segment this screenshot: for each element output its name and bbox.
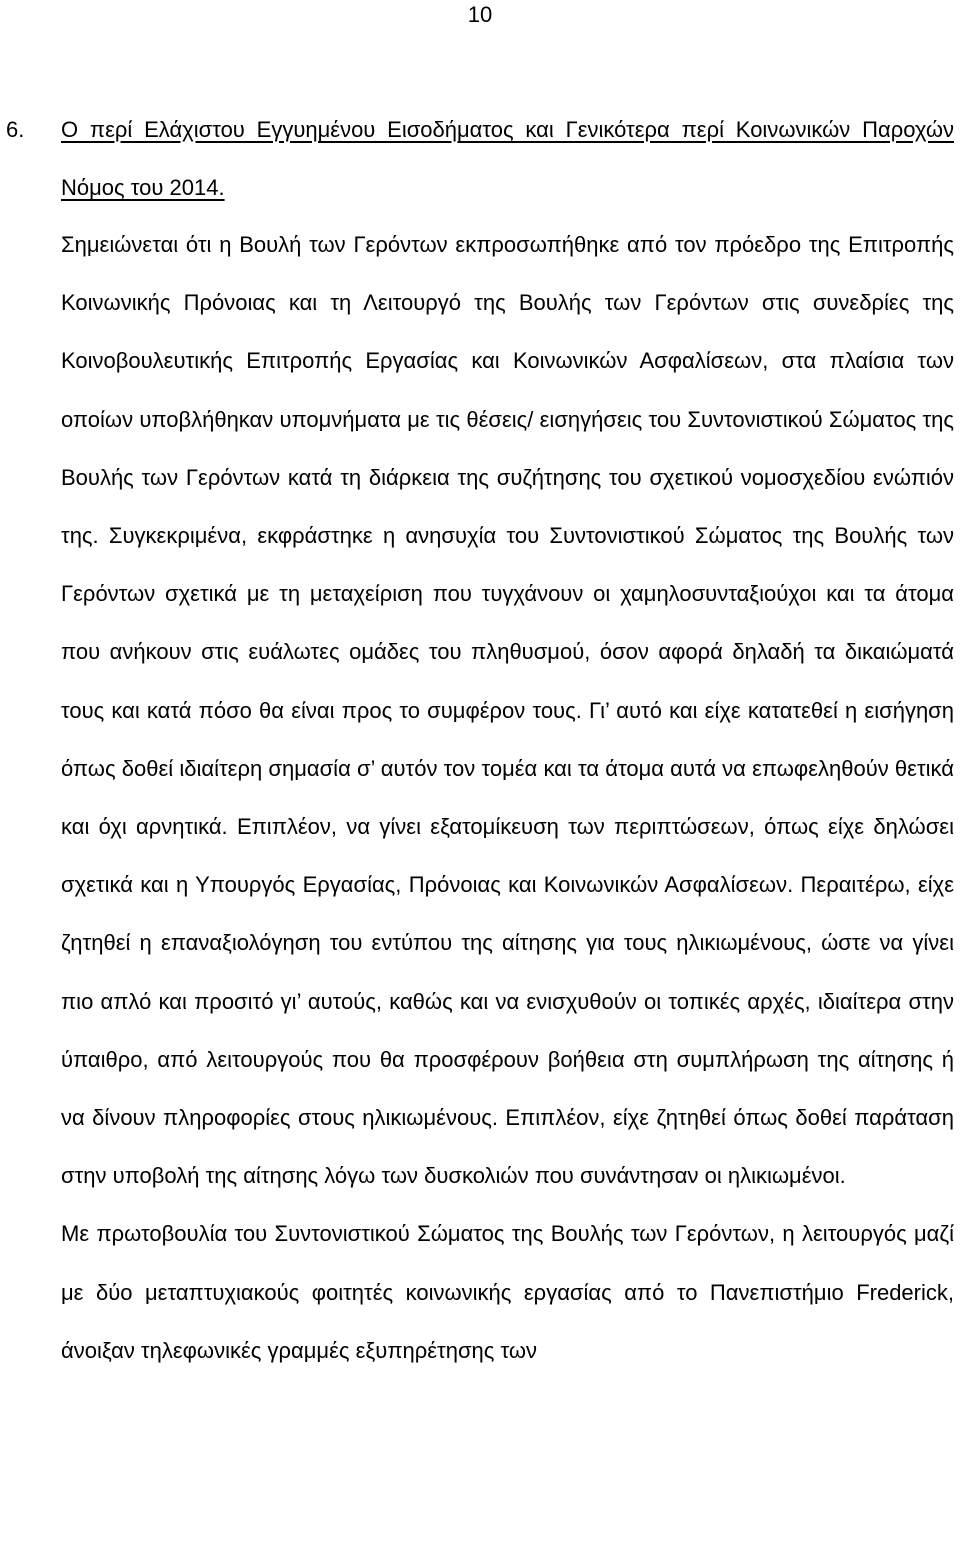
page-number: 10 <box>467 2 493 27</box>
section-title: Ο περί Ελάχιστου Εγγυημένου Εισοδήματος και Γενικότερα περί Κοινωνικών Παροχών Νόμος του 2014. <box>61 117 954 200</box>
paragraph: Σημειώνεται ότι η Βουλή των Γερόντων εκπροσωπήθηκε από τον πρόεδρο της Επιτροπής Κοινωνικής Πρόνοιας και τη Λειτουργό της Βουλής των Γερόντων στις συνεδρίες της Κοινοβουλευτικής Επιτροπής Εργασίας και Κοινωνικών Ασφαλίσεων, στα πλαίσια των οποίων υποβλήθηκαν υπομνήματα με τις θέσεις/ εισηγήσεις του Συντονιστικού Σώματος της Βουλής των Γερόντων κατά τη διάρκεια της συζήτησης του σχετικού νομοσχεδίου ενώπιόν της. Συγκεκριμένα, εκφράστηκε η ανησυχία του Συντονιστικού Σώματος της Βουλής των Γερόντων σχετικά με τη μεταχείριση που τυγχάνουν οι χαμηλοσυνταξιούχοι και τα άτομα που ανήκουν στις ευάλωτες ομάδες του πληθυσμού, όσον αφορά δηλαδή τα δικαιώματά τους και κατά πόσο θα είναι προς το συμφέρον τους. Γι’ αυτό και είχε κατατεθεί η εισήγηση όπως δοθεί ιδιαίτερη σημασία σ’ αυτόν τον τομέα και τα άτομα αυτά να επωφεληθούν θετικά και όχι αρνητικά. Επιπλέον, να γίνει εξατομίκευση των περιπτώσεων, όπως είχε δηλώσει σχετικά και η Υπουργός Εργασίας, Πρόνοιας και Κοινωνικών Ασφαλίσεων. Περαιτέρω, είχε ζητηθεί η επαναξιολόγηση του εντύπου της αίτησης για τους ηλικιωμένους, ώστε να γίνει πιο απλό και προσιτό γι’ αυτούς, καθώς και να ενισχυθούν οι τοπικές αρχές, ιδιαίτερα στην ύπαιθρο, από λειτουργούς που θα προσφέρουν βοήθεια στη συμπλήρωση της αίτησης ή να δίνουν πληροφορίες στους ηλικιωμένους. Επιπλέον, είχε ζητηθεί όπως δοθεί παράταση στην υποβολή της αίτησης λόγω των δυσκολιών που συνάντησαν οι ηλικιωμένοι. <box>61 232 954 1189</box>
body-text <box>61 216 954 1380</box>
paragraph: Με πρωτοβουλία του Συντονιστικού Σώματος της Βουλής των Γερόντων, η λειτουργός μαζί με δύο μεταπτυχιακούς φοιτητές κοινωνικής εργασίας από το Πανεπιστήμιο Frederick, άνοιξαν τηλεφωνικές γραμμές εξυπηρέτησης των <box>61 1221 954 1363</box>
section-number: 6. <box>6 117 25 142</box>
